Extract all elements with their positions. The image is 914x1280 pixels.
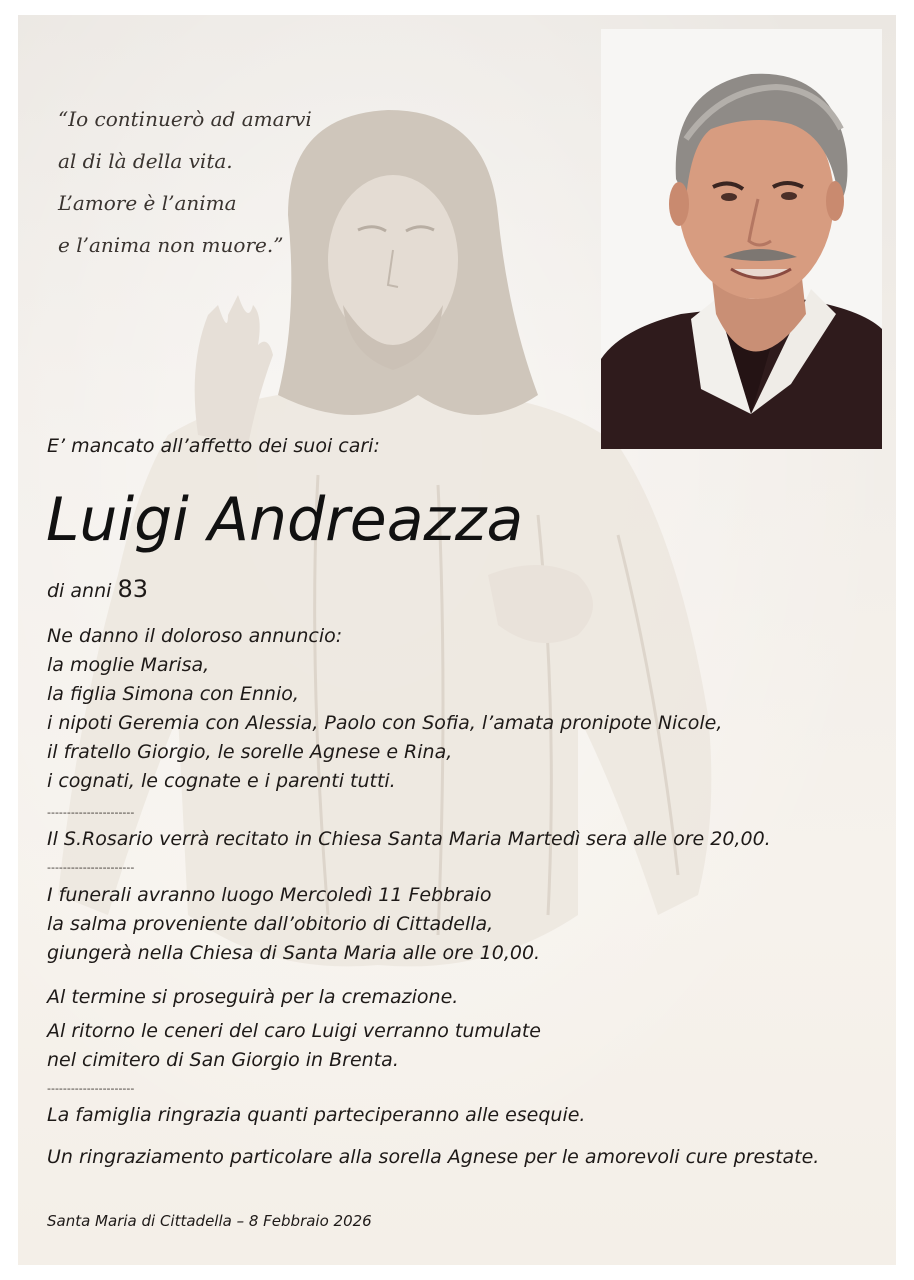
poem-quote xyxy=(58,98,378,266)
ashes-line: Al ritorno le ceneri del caro Luigi verranno tumulate xyxy=(47,1020,541,1042)
special-thanks-text: Un ringraziamento particolare alla sorella Agnese per le amorevoli cure prestate. xyxy=(47,1146,820,1168)
family-line: Ne danno il doloroso annuncio: xyxy=(47,625,343,647)
place-date: Santa Maria di Cittadella – 8 Febbraio 2026 xyxy=(47,1212,372,1230)
obituary-sheet xyxy=(18,15,896,1265)
funeral-line: giungerà nella Chiesa di Santa Maria alle ore 10,00. xyxy=(47,942,541,964)
separator: ---------------------- xyxy=(47,806,135,819)
portrait-image xyxy=(601,29,882,449)
family-line: i nipoti Geremia con Alessia, Paolo con Sofia, l’amata pronipote Nicole, xyxy=(47,712,723,734)
deceased-portrait-photo xyxy=(601,29,882,449)
age-value: 83 xyxy=(117,575,148,603)
cremation-notice: Al termine si proseguirà per la cremazione. xyxy=(47,986,459,1008)
age-line xyxy=(47,575,148,603)
funeral-line: la salma proveniente dall’obitorio di Cittadella, xyxy=(47,913,494,935)
funeral-details xyxy=(47,881,540,968)
family-line: il fratello Giorgio, le sorelle Agnese e Rina, xyxy=(47,741,453,763)
family-line: la figlia Simona con Ennio, xyxy=(47,683,299,705)
separator: ---------------------- xyxy=(47,1082,135,1095)
age-prefix: di anni xyxy=(47,580,112,602)
funeral-line: I funerali avranno luogo Mercoledì 11 Febbraio xyxy=(47,884,492,906)
separator: ---------------------- xyxy=(47,861,135,874)
quote-line: “Io continuerò ad amarvi xyxy=(58,107,312,131)
deceased-name: Luigi Andreazza xyxy=(46,485,524,555)
quote-line: al di là della vita. xyxy=(58,149,233,173)
family-line: la moglie Marisa, xyxy=(47,654,210,676)
family-line: i cognati, le cognate e i parenti tutti. xyxy=(47,770,396,792)
ashes-notice xyxy=(47,1017,541,1075)
ashes-line: nel cimitero di San Giorgio in Brenta. xyxy=(47,1049,399,1071)
quote-line: L’amore è l’anima xyxy=(58,191,237,215)
intro-text: E’ mancato all’affetto dei suoi cari: xyxy=(47,435,380,457)
rosary-notice: Il S.Rosario verrà recitato in Chiesa Santa Maria Martedì sera alle ore 20,00. xyxy=(47,828,771,850)
family-announcement xyxy=(47,622,722,796)
quote-line: e l’anima non muore.” xyxy=(58,233,284,257)
thanks-text: La famiglia ringrazia quanti parteciperanno alle esequie. xyxy=(47,1104,586,1126)
